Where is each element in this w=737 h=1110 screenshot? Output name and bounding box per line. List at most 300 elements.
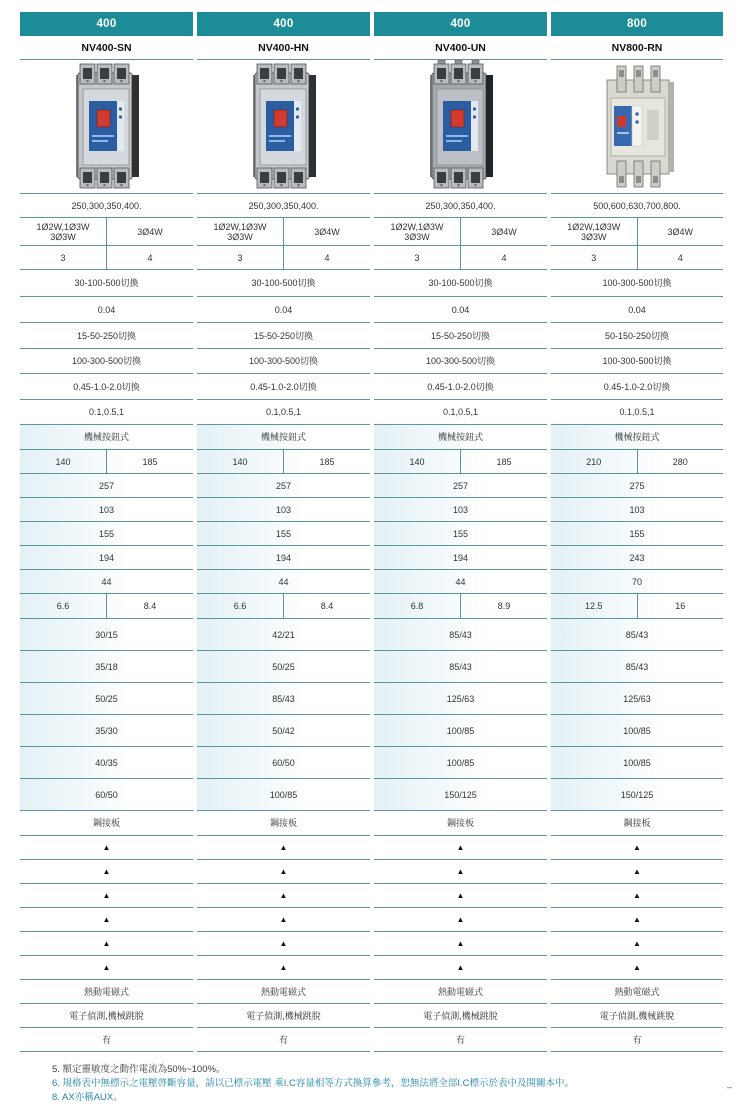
spec-row bbox=[374, 619, 547, 651]
triangle-mark: ▲ bbox=[102, 938, 111, 948]
frame-size-header: 400 bbox=[197, 12, 370, 36]
spec-row bbox=[551, 683, 723, 715]
spec-cell: 電子偵測,機械跳脫 bbox=[246, 1010, 321, 1021]
spec-cell-left: 6.6 bbox=[233, 601, 247, 611]
spec-row bbox=[20, 546, 193, 570]
spec-cell-right: 3Ø4W bbox=[106, 218, 193, 245]
spec-row bbox=[374, 425, 547, 450]
spec-row bbox=[20, 860, 193, 884]
spec-row bbox=[197, 297, 370, 323]
spec-row bbox=[20, 594, 193, 619]
spec-row bbox=[20, 747, 193, 779]
spec-cell: 0.45-1.0-2.0切換 bbox=[427, 381, 494, 392]
spec-cell: 100/85 bbox=[446, 757, 475, 768]
triangle-mark: ▲ bbox=[633, 938, 641, 948]
spec-row bbox=[20, 932, 193, 956]
spec-row bbox=[374, 450, 547, 474]
spec-row bbox=[374, 522, 547, 546]
triangle-mark: ▲ bbox=[633, 890, 641, 900]
spec-row bbox=[551, 246, 723, 270]
spec-column bbox=[20, 12, 193, 1052]
breaker-image bbox=[551, 60, 723, 193]
spec-cell: 50/25 bbox=[95, 693, 118, 704]
triangle-mark: ▲ bbox=[279, 842, 288, 852]
spec-cell-right: 4 bbox=[106, 246, 193, 269]
spec-cell: 155 bbox=[98, 528, 115, 539]
spec-cell: 機械按鈕式 bbox=[614, 432, 660, 442]
triangle-mark: ▲ bbox=[633, 842, 641, 852]
spec-cell-right: 185 bbox=[460, 450, 547, 473]
spec-cell-left: 1Ø2W,1Ø3W 3Ø3W bbox=[567, 221, 621, 242]
spec-row bbox=[20, 683, 193, 715]
spec-cell: 有 bbox=[278, 1034, 288, 1045]
spec-row bbox=[20, 474, 193, 498]
spec-cell: 103 bbox=[275, 504, 292, 515]
spec-row bbox=[374, 811, 547, 836]
spec-row bbox=[20, 270, 193, 297]
spec-cell: 0.45-1.0-2.0切換 bbox=[250, 381, 317, 392]
footnote: 5. 額定靈敏度之動作電流為50%~100%。 bbox=[52, 1064, 226, 1075]
spec-cell-left: 210 bbox=[586, 456, 602, 467]
spec-cell: 50-150-250切換 bbox=[604, 330, 670, 341]
spec-cell-right: 16 bbox=[637, 594, 724, 618]
spec-cell: 100-300-500切換 bbox=[602, 278, 672, 288]
spec-row bbox=[197, 1028, 370, 1052]
spec-row bbox=[551, 956, 723, 980]
label-panel bbox=[89, 101, 124, 151]
breaker-image bbox=[197, 60, 370, 193]
spec-cell: 機械按鈕式 bbox=[437, 432, 483, 442]
spec-row bbox=[551, 323, 723, 349]
triangle-mark: ▲ bbox=[456, 914, 465, 924]
spec-row bbox=[20, 980, 193, 1004]
spec-row bbox=[197, 546, 370, 570]
spec-cell: 60/50 bbox=[272, 757, 295, 768]
product-image-cell bbox=[374, 60, 547, 194]
spec-row bbox=[374, 323, 547, 349]
triangle-mark: ▲ bbox=[102, 866, 111, 876]
spec-cell-right: 8.4 bbox=[106, 594, 193, 618]
spec-cell: 250,300,350,400. bbox=[248, 200, 319, 211]
spec-row bbox=[20, 570, 193, 594]
spec-row bbox=[551, 546, 723, 570]
model-name: NV400-SN bbox=[20, 36, 193, 60]
trip-handle bbox=[617, 116, 626, 127]
spec-row bbox=[197, 349, 370, 374]
spec-row bbox=[551, 400, 723, 425]
spec-row bbox=[197, 570, 370, 594]
spec-row bbox=[197, 218, 370, 246]
spec-row bbox=[374, 956, 547, 980]
spec-cell: 熱動電磁式 bbox=[614, 986, 660, 997]
spec-cell-right: 3Ø4W bbox=[637, 218, 724, 245]
spec-cell-right: 280 bbox=[637, 450, 724, 473]
spec-row bbox=[20, 1004, 193, 1028]
spec-cell: 0.45-1.0-2.0切換 bbox=[603, 381, 671, 392]
spec-row bbox=[20, 297, 193, 323]
spec-cell: 有 bbox=[455, 1034, 465, 1045]
spec-row bbox=[374, 570, 547, 594]
spec-row bbox=[20, 779, 193, 811]
triangle-mark: ▲ bbox=[102, 914, 111, 924]
spec-row bbox=[197, 594, 370, 619]
spec-row bbox=[551, 194, 723, 218]
spec-row bbox=[551, 270, 723, 297]
spec-cell: 0.1,0.5,1 bbox=[619, 407, 655, 417]
triangle-mark: ▲ bbox=[456, 962, 465, 972]
spec-row bbox=[551, 811, 723, 836]
spec-cell: 500,600,630,700,800. bbox=[593, 200, 681, 211]
triangle-mark: ▲ bbox=[279, 914, 288, 924]
spec-cell: 30-100-500切換 bbox=[428, 278, 493, 288]
spec-row bbox=[20, 836, 193, 860]
spec-cell: 250,300,350,400. bbox=[71, 200, 142, 211]
spec-row bbox=[197, 747, 370, 779]
spec-row bbox=[197, 522, 370, 546]
spec-cell: 機械按鈕式 bbox=[83, 432, 129, 442]
top-terminals bbox=[257, 64, 306, 84]
spec-cell: 0.04 bbox=[274, 304, 293, 315]
bottom-terminals bbox=[257, 168, 306, 188]
triangle-mark: ▲ bbox=[279, 890, 288, 900]
spec-row bbox=[197, 474, 370, 498]
spec-cell-right: 8.4 bbox=[283, 594, 370, 618]
spec-cell: 100-300-500切換 bbox=[248, 356, 319, 366]
spec-row bbox=[374, 715, 547, 747]
spec-cell: 有 bbox=[632, 1034, 642, 1045]
spec-cell: 194 bbox=[98, 552, 115, 563]
triangle-mark: ▲ bbox=[102, 842, 111, 852]
spec-row bbox=[551, 474, 723, 498]
spec-row bbox=[374, 651, 547, 683]
spec-row bbox=[197, 425, 370, 450]
spec-cell-right: 4 bbox=[637, 246, 724, 269]
spec-cell-left: 140 bbox=[232, 456, 248, 467]
spec-row bbox=[374, 498, 547, 522]
spec-cell: 0.1,0.5,1 bbox=[442, 407, 479, 417]
spec-cell: 257 bbox=[98, 480, 115, 491]
spec-row bbox=[197, 811, 370, 836]
spec-row bbox=[20, 811, 193, 836]
spec-cell: 30-100-500切換 bbox=[251, 278, 316, 288]
spec-cell: 40/35 bbox=[95, 757, 118, 768]
spec-cell: 100-300-500切換 bbox=[425, 356, 496, 366]
spec-row bbox=[374, 1028, 547, 1052]
spec-row bbox=[374, 779, 547, 811]
spec-cell: 熱動電磁式 bbox=[437, 986, 483, 997]
spec-row bbox=[551, 1004, 723, 1028]
spec-cell: 熱動電磁式 bbox=[260, 986, 306, 997]
triangle-mark: ▲ bbox=[456, 890, 465, 900]
spec-row bbox=[197, 683, 370, 715]
spec-cell: 0.04 bbox=[97, 304, 116, 315]
spec-cell-right: 4 bbox=[283, 246, 370, 269]
spec-row bbox=[551, 297, 723, 323]
spec-row bbox=[374, 218, 547, 246]
spec-row bbox=[374, 594, 547, 619]
spec-cell: 15-50-250切換 bbox=[76, 330, 137, 341]
spec-cell: 125/63 bbox=[446, 693, 475, 704]
bottom-terminals bbox=[617, 161, 660, 187]
triangle-mark: ▲ bbox=[456, 938, 465, 948]
spec-cell: 155 bbox=[629, 528, 645, 539]
spec-cell: 44 bbox=[278, 576, 289, 587]
spec-cell-left: 12.5 bbox=[584, 601, 603, 611]
label-panel bbox=[443, 101, 478, 151]
spec-row bbox=[374, 246, 547, 270]
spec-cell: 30/15 bbox=[95, 629, 118, 640]
spec-row bbox=[20, 400, 193, 425]
spec-cell: 50/42 bbox=[272, 725, 295, 736]
spec-cell: 44 bbox=[455, 576, 466, 587]
spec-cell: 125/63 bbox=[623, 693, 651, 704]
spec-row bbox=[197, 246, 370, 270]
product-image-cell bbox=[551, 60, 723, 194]
spec-cell: 15-50-250切換 bbox=[253, 330, 314, 341]
spec-cell: 85/43 bbox=[449, 629, 472, 640]
spec-cell: 100/85 bbox=[446, 725, 475, 736]
trip-handle bbox=[97, 110, 110, 127]
spec-row bbox=[20, 218, 193, 246]
spec-cell: 100/85 bbox=[269, 789, 298, 800]
spec-row bbox=[20, 374, 193, 400]
spec-row bbox=[197, 498, 370, 522]
spec-row bbox=[197, 908, 370, 932]
triangle-mark: ▲ bbox=[102, 962, 111, 972]
spec-row bbox=[374, 932, 547, 956]
spec-row bbox=[551, 884, 723, 908]
spec-row bbox=[20, 522, 193, 546]
spec-cell: 0.04 bbox=[628, 304, 646, 315]
triangle-mark: ▲ bbox=[633, 914, 641, 924]
spec-cell: 42/21 bbox=[272, 629, 295, 640]
spec-cell-right: 3Ø4W bbox=[460, 218, 547, 245]
spec-row bbox=[20, 651, 193, 683]
spec-cell: 15-50-250切換 bbox=[430, 330, 491, 341]
spec-cell: 100/85 bbox=[623, 725, 651, 736]
spec-cell: 250,300,350,400. bbox=[425, 200, 496, 211]
spec-cell: 100-300-500切換 bbox=[602, 356, 672, 366]
spec-row bbox=[197, 1004, 370, 1028]
triangle-mark: ▲ bbox=[102, 890, 111, 900]
spec-cell: 鋼接板 bbox=[623, 818, 651, 828]
spec-cell: 243 bbox=[629, 552, 645, 563]
spec-cell: 電子偵測,機械跳脫 bbox=[599, 1010, 675, 1021]
spec-row bbox=[551, 715, 723, 747]
spec-cell-left: 140 bbox=[409, 456, 425, 467]
model-name: NV400-HN bbox=[197, 36, 370, 60]
spec-cell: 0.45-1.0-2.0切換 bbox=[73, 381, 140, 392]
spec-cell-left: 3 bbox=[237, 252, 243, 263]
spec-row bbox=[20, 323, 193, 349]
spec-cell: 30-100-500切換 bbox=[74, 278, 139, 288]
spec-cell: 44 bbox=[101, 576, 112, 587]
spec-cell-left: 6.8 bbox=[410, 601, 424, 611]
spec-cell: 155 bbox=[275, 528, 292, 539]
label-panel bbox=[614, 106, 659, 146]
spec-cell-left: 140 bbox=[55, 456, 71, 467]
spec-row bbox=[374, 908, 547, 932]
spec-cell: 103 bbox=[452, 504, 469, 515]
spec-row bbox=[551, 1028, 723, 1052]
spec-cell: 103 bbox=[98, 504, 115, 515]
spec-row bbox=[20, 498, 193, 522]
spec-row bbox=[551, 860, 723, 884]
spec-row bbox=[20, 715, 193, 747]
top-terminals bbox=[80, 64, 129, 84]
spec-cell-left: 1Ø2W,1Ø3W 3Ø3W bbox=[213, 221, 267, 242]
spec-row bbox=[551, 980, 723, 1004]
spec-row bbox=[20, 425, 193, 450]
spec-row bbox=[20, 450, 193, 474]
spec-cell: 35/30 bbox=[95, 725, 118, 736]
spec-cell: 194 bbox=[275, 552, 292, 563]
spec-cell: 100-300-500切換 bbox=[71, 356, 142, 366]
frame-size-header: 400 bbox=[20, 12, 193, 36]
spec-row bbox=[197, 884, 370, 908]
spec-row bbox=[20, 908, 193, 932]
spec-cell: 鋼接板 bbox=[446, 818, 474, 828]
spec-column bbox=[374, 12, 547, 1052]
spec-row bbox=[551, 349, 723, 374]
spec-cell: 103 bbox=[629, 504, 645, 515]
spec-cell: 50/25 bbox=[272, 661, 295, 672]
top-terminals bbox=[617, 66, 660, 92]
spec-row bbox=[551, 570, 723, 594]
spec-cell-right: 3Ø4W bbox=[283, 218, 370, 245]
spec-row bbox=[374, 860, 547, 884]
spec-cell: 85/43 bbox=[625, 661, 649, 672]
frame-size-header: 400 bbox=[374, 12, 547, 36]
spec-row bbox=[197, 779, 370, 811]
spec-cell: 150/125 bbox=[620, 789, 654, 800]
spec-row bbox=[551, 908, 723, 932]
spec-row bbox=[551, 218, 723, 246]
spec-row bbox=[197, 956, 370, 980]
spec-cell-right: 185 bbox=[106, 450, 193, 473]
spec-row bbox=[20, 194, 193, 218]
spec-cell: 85/43 bbox=[272, 693, 295, 704]
triangle-mark: ▲ bbox=[456, 842, 465, 852]
spec-row bbox=[20, 956, 193, 980]
spec-row bbox=[20, 1028, 193, 1052]
page-mark: – bbox=[727, 1082, 733, 1092]
triangle-mark: ▲ bbox=[633, 962, 641, 972]
spec-row bbox=[197, 932, 370, 956]
footnote: 8. AX亦稱AUX。 bbox=[52, 1092, 123, 1103]
spec-cell: 194 bbox=[452, 552, 469, 563]
spec-row bbox=[197, 400, 370, 425]
spec-column bbox=[197, 12, 370, 1052]
spec-row bbox=[197, 619, 370, 651]
spec-row bbox=[551, 932, 723, 956]
spec-cell: 電子偵測,機械跳脫 bbox=[69, 1010, 144, 1021]
spec-row bbox=[197, 323, 370, 349]
spec-column bbox=[551, 12, 723, 1052]
trip-handle bbox=[274, 110, 287, 127]
spec-cell: 257 bbox=[452, 480, 469, 491]
spec-row bbox=[551, 836, 723, 860]
spec-row bbox=[197, 715, 370, 747]
triangle-mark: ▲ bbox=[279, 962, 288, 972]
top-terminals bbox=[434, 60, 483, 84]
triangle-mark: ▲ bbox=[279, 938, 288, 948]
spec-row bbox=[374, 270, 547, 297]
spec-row bbox=[374, 884, 547, 908]
spec-cell: 35/18 bbox=[95, 661, 118, 672]
spec-cell: 155 bbox=[452, 528, 469, 539]
frame-size-header: 800 bbox=[551, 12, 723, 36]
spec-row bbox=[374, 980, 547, 1004]
spec-cell: 100/85 bbox=[623, 757, 651, 768]
spec-row bbox=[197, 980, 370, 1004]
spec-cell: 85/43 bbox=[449, 661, 472, 672]
spec-row bbox=[374, 374, 547, 400]
bottom-terminals bbox=[80, 168, 129, 188]
spec-cell: 0.1,0.5,1 bbox=[265, 407, 302, 417]
spec-cell: 有 bbox=[101, 1034, 111, 1045]
spec-row bbox=[551, 425, 723, 450]
footnote: 6. 規格表中無標示之電壓啓斷容量，請以已標示電壓 乘I.C容量相等方式換算參考，恕無法將全部I.C標示於表中及開關本中。 bbox=[52, 1078, 574, 1089]
spec-row bbox=[374, 683, 547, 715]
spec-cell-left: 1Ø2W,1Ø3W 3Ø3W bbox=[390, 221, 444, 242]
triangle-mark: ▲ bbox=[633, 866, 641, 876]
spec-row bbox=[197, 270, 370, 297]
spec-cell: 275 bbox=[629, 480, 645, 491]
spec-row bbox=[551, 747, 723, 779]
spec-row bbox=[374, 546, 547, 570]
model-name: NV800-RN bbox=[551, 36, 723, 60]
spec-cell-left: 3 bbox=[591, 252, 597, 263]
spec-cell-left: 3 bbox=[414, 252, 420, 263]
spec-cell: 257 bbox=[275, 480, 292, 491]
trip-handle bbox=[451, 110, 464, 127]
spec-row bbox=[374, 1004, 547, 1028]
spec-row bbox=[551, 619, 723, 651]
spec-row bbox=[374, 836, 547, 860]
product-image-cell bbox=[20, 60, 193, 194]
spec-cell-left: 6.6 bbox=[56, 601, 70, 611]
spec-row bbox=[197, 651, 370, 683]
spec-row bbox=[374, 297, 547, 323]
spec-row bbox=[374, 747, 547, 779]
spec-cell-left: 3 bbox=[60, 252, 66, 263]
spec-cell: 鋼接板 bbox=[92, 818, 120, 828]
breaker-image bbox=[374, 60, 547, 193]
spec-cell: 機械按鈕式 bbox=[260, 432, 306, 442]
spec-row bbox=[197, 374, 370, 400]
breaker-image bbox=[20, 60, 193, 193]
spec-row bbox=[551, 522, 723, 546]
spec-cell: 鋼接板 bbox=[269, 818, 297, 828]
spec-row bbox=[197, 450, 370, 474]
spec-row bbox=[551, 498, 723, 522]
spec-row bbox=[374, 474, 547, 498]
spec-row bbox=[20, 619, 193, 651]
spec-row bbox=[551, 779, 723, 811]
spec-cell-left: 1Ø2W,1Ø3W 3Ø3W bbox=[36, 221, 90, 242]
spec-row bbox=[374, 400, 547, 425]
bottom-terminals bbox=[434, 168, 483, 188]
spec-cell-right: 4 bbox=[460, 246, 547, 269]
spec-row bbox=[197, 194, 370, 218]
spec-row bbox=[197, 860, 370, 884]
spec-cell: 70 bbox=[631, 576, 642, 587]
spec-cell: 電子偵測,機械跳脫 bbox=[423, 1010, 498, 1021]
spec-cell-right: 8.9 bbox=[460, 594, 547, 618]
spec-row bbox=[374, 194, 547, 218]
spec-cell: 0.1,0.5,1 bbox=[88, 407, 125, 417]
